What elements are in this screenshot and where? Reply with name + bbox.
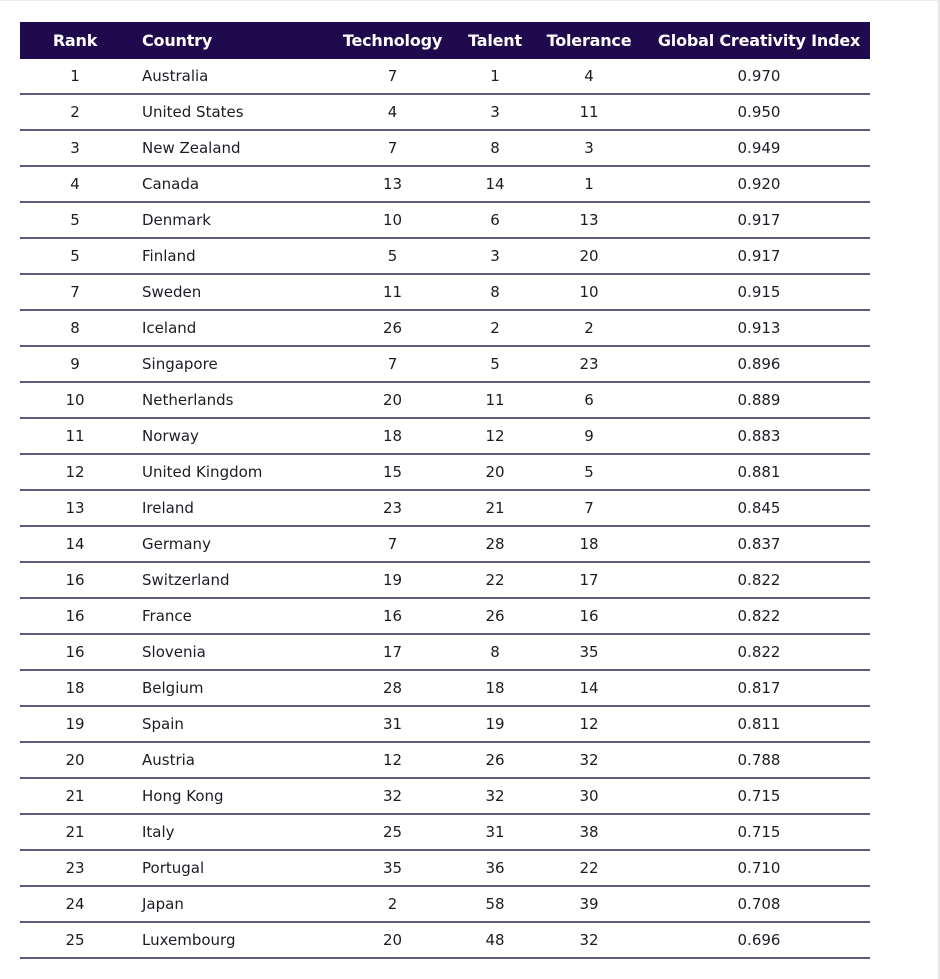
table-row [20, 202, 870, 238]
cell-country: Ireland [130, 490, 325, 526]
cell-rank: 12 [20, 454, 130, 490]
table-row [20, 526, 870, 562]
cell-technology: 31 [325, 706, 460, 742]
cell-talent: 26 [460, 598, 530, 634]
cell-tolerance: 3 [530, 130, 648, 166]
cell-country: Italy [130, 814, 325, 850]
cell-talent: 48 [460, 922, 530, 958]
cell-technology: 20 [325, 922, 460, 958]
table-row [20, 238, 870, 274]
cell-technology: 16 [325, 598, 460, 634]
cell-rank: 1 [20, 59, 130, 94]
cell-technology: 13 [325, 166, 460, 202]
table-row [20, 562, 870, 598]
cell-global-creativity-index: 0.837 [648, 526, 870, 562]
table-row [20, 59, 870, 94]
cell-technology: 5 [325, 238, 460, 274]
cell-talent: 8 [460, 130, 530, 166]
cell-global-creativity-index: 0.889 [648, 382, 870, 418]
cell-country: Netherlands [130, 382, 325, 418]
cell-rank: 20 [20, 742, 130, 778]
cell-talent: 36 [460, 850, 530, 886]
table-row [20, 598, 870, 634]
cell-talent: 20 [460, 454, 530, 490]
cell-global-creativity-index: 0.715 [648, 814, 870, 850]
cell-technology: 28 [325, 670, 460, 706]
cell-rank: 4 [20, 166, 130, 202]
table-row [20, 814, 870, 850]
cell-technology: 35 [325, 850, 460, 886]
cell-talent: 19 [460, 706, 530, 742]
table-row [20, 382, 870, 418]
global-creativity-index-table [20, 22, 870, 959]
cell-talent: 32 [460, 778, 530, 814]
cell-rank: 18 [20, 670, 130, 706]
cell-country: United States [130, 94, 325, 130]
cell-talent: 3 [460, 238, 530, 274]
cell-global-creativity-index: 0.817 [648, 670, 870, 706]
cell-technology: 2 [325, 886, 460, 922]
table-body [20, 59, 870, 958]
cell-rank: 16 [20, 562, 130, 598]
header-tolerance: Tolerance [530, 22, 648, 59]
cell-country: Japan [130, 886, 325, 922]
cell-rank: 25 [20, 922, 130, 958]
cell-tolerance: 39 [530, 886, 648, 922]
cell-technology: 7 [325, 526, 460, 562]
table-row [20, 418, 870, 454]
cell-global-creativity-index: 0.949 [648, 130, 870, 166]
cell-technology: 4 [325, 94, 460, 130]
cell-country: Norway [130, 418, 325, 454]
cell-technology: 19 [325, 562, 460, 598]
cell-country: Portugal [130, 850, 325, 886]
cell-technology: 15 [325, 454, 460, 490]
cell-tolerance: 20 [530, 238, 648, 274]
cell-global-creativity-index: 0.822 [648, 598, 870, 634]
cell-rank: 3 [20, 130, 130, 166]
cell-tolerance: 5 [530, 454, 648, 490]
cell-country: New Zealand [130, 130, 325, 166]
cell-global-creativity-index: 0.881 [648, 454, 870, 490]
cell-tolerance: 23 [530, 346, 648, 382]
cell-global-creativity-index: 0.845 [648, 490, 870, 526]
cell-talent: 14 [460, 166, 530, 202]
cell-technology: 7 [325, 346, 460, 382]
cell-talent: 31 [460, 814, 530, 850]
cell-global-creativity-index: 0.883 [648, 418, 870, 454]
cell-rank: 14 [20, 526, 130, 562]
cell-country: Belgium [130, 670, 325, 706]
table-row [20, 130, 870, 166]
cell-rank: 13 [20, 490, 130, 526]
cell-technology: 32 [325, 778, 460, 814]
cell-tolerance: 32 [530, 922, 648, 958]
cell-talent: 11 [460, 382, 530, 418]
cell-rank: 21 [20, 814, 130, 850]
cell-tolerance: 2 [530, 310, 648, 346]
cell-global-creativity-index: 0.920 [648, 166, 870, 202]
cell-rank: 2 [20, 94, 130, 130]
cell-tolerance: 13 [530, 202, 648, 238]
cell-country: Slovenia [130, 634, 325, 670]
cell-global-creativity-index: 0.788 [648, 742, 870, 778]
cell-talent: 18 [460, 670, 530, 706]
cell-rank: 19 [20, 706, 130, 742]
table-row [20, 454, 870, 490]
cell-country: Denmark [130, 202, 325, 238]
cell-country: Singapore [130, 346, 325, 382]
table-row [20, 346, 870, 382]
cell-country: Hong Kong [130, 778, 325, 814]
cell-tolerance: 11 [530, 94, 648, 130]
cell-global-creativity-index: 0.696 [648, 922, 870, 958]
cell-country: Luxembourg [130, 922, 325, 958]
cell-country: Switzerland [130, 562, 325, 598]
page-top-edge [0, 0, 940, 1]
cell-global-creativity-index: 0.811 [648, 706, 870, 742]
cell-rank: 24 [20, 886, 130, 922]
cell-global-creativity-index: 0.710 [648, 850, 870, 886]
table-row [20, 310, 870, 346]
cell-country: Finland [130, 238, 325, 274]
cell-country: Germany [130, 526, 325, 562]
cell-talent: 8 [460, 634, 530, 670]
table-row [20, 742, 870, 778]
cell-rank: 21 [20, 778, 130, 814]
cell-rank: 5 [20, 238, 130, 274]
cell-global-creativity-index: 0.970 [648, 59, 870, 94]
cell-tolerance: 12 [530, 706, 648, 742]
cell-tolerance: 10 [530, 274, 648, 310]
cell-tolerance: 4 [530, 59, 648, 94]
cell-country: Austria [130, 742, 325, 778]
cell-global-creativity-index: 0.715 [648, 778, 870, 814]
header-technology: Technology [325, 22, 460, 59]
header-global-creativity-index: Global Creativity Index [648, 22, 870, 59]
table-row [20, 706, 870, 742]
header-talent: Talent [460, 22, 530, 59]
cell-technology: 23 [325, 490, 460, 526]
cell-rank: 5 [20, 202, 130, 238]
cell-global-creativity-index: 0.896 [648, 346, 870, 382]
cell-talent: 58 [460, 886, 530, 922]
cell-rank: 11 [20, 418, 130, 454]
cell-global-creativity-index: 0.913 [648, 310, 870, 346]
cell-talent: 5 [460, 346, 530, 382]
table-row [20, 670, 870, 706]
table-row [20, 886, 870, 922]
cell-talent: 3 [460, 94, 530, 130]
cell-tolerance: 9 [530, 418, 648, 454]
table-row [20, 634, 870, 670]
table-row [20, 94, 870, 130]
cell-technology: 20 [325, 382, 460, 418]
cell-tolerance: 32 [530, 742, 648, 778]
cell-country: United Kingdom [130, 454, 325, 490]
cell-tolerance: 35 [530, 634, 648, 670]
cell-rank: 10 [20, 382, 130, 418]
cell-tolerance: 7 [530, 490, 648, 526]
cell-country: Canada [130, 166, 325, 202]
table-row [20, 850, 870, 886]
cell-technology: 7 [325, 59, 460, 94]
cell-tolerance: 38 [530, 814, 648, 850]
cell-talent: 26 [460, 742, 530, 778]
cell-global-creativity-index: 0.917 [648, 238, 870, 274]
table-row [20, 166, 870, 202]
table-row [20, 922, 870, 958]
cell-country: Australia [130, 59, 325, 94]
cell-global-creativity-index: 0.822 [648, 634, 870, 670]
cell-country: Sweden [130, 274, 325, 310]
cell-tolerance: 18 [530, 526, 648, 562]
cell-rank: 8 [20, 310, 130, 346]
cell-global-creativity-index: 0.950 [648, 94, 870, 130]
cell-talent: 1 [460, 59, 530, 94]
cell-rank: 16 [20, 598, 130, 634]
cell-tolerance: 6 [530, 382, 648, 418]
cell-technology: 18 [325, 418, 460, 454]
table-header [20, 22, 870, 59]
cell-technology: 17 [325, 634, 460, 670]
cell-talent: 12 [460, 418, 530, 454]
cell-talent: 8 [460, 274, 530, 310]
cell-technology: 12 [325, 742, 460, 778]
cell-talent: 22 [460, 562, 530, 598]
cell-technology: 7 [325, 130, 460, 166]
cell-tolerance: 16 [530, 598, 648, 634]
cell-tolerance: 14 [530, 670, 648, 706]
cell-global-creativity-index: 0.822 [648, 562, 870, 598]
cell-talent: 6 [460, 202, 530, 238]
header-rank: Rank [20, 22, 130, 59]
cell-rank: 23 [20, 850, 130, 886]
cell-country: Iceland [130, 310, 325, 346]
table-row [20, 778, 870, 814]
cell-rank: 7 [20, 274, 130, 310]
table-row [20, 274, 870, 310]
cell-technology: 26 [325, 310, 460, 346]
cell-talent: 21 [460, 490, 530, 526]
cell-global-creativity-index: 0.708 [648, 886, 870, 922]
cell-tolerance: 17 [530, 562, 648, 598]
table-row [20, 490, 870, 526]
cell-global-creativity-index: 0.915 [648, 274, 870, 310]
cell-rank: 16 [20, 634, 130, 670]
cell-tolerance: 22 [530, 850, 648, 886]
cell-country: Spain [130, 706, 325, 742]
cell-technology: 11 [325, 274, 460, 310]
cell-tolerance: 30 [530, 778, 648, 814]
cell-country: France [130, 598, 325, 634]
cell-tolerance: 1 [530, 166, 648, 202]
header-row [20, 22, 870, 59]
cell-talent: 2 [460, 310, 530, 346]
cell-global-creativity-index: 0.917 [648, 202, 870, 238]
cell-technology: 10 [325, 202, 460, 238]
cell-rank: 9 [20, 346, 130, 382]
header-country: Country [130, 22, 325, 59]
cell-technology: 25 [325, 814, 460, 850]
cell-talent: 28 [460, 526, 530, 562]
